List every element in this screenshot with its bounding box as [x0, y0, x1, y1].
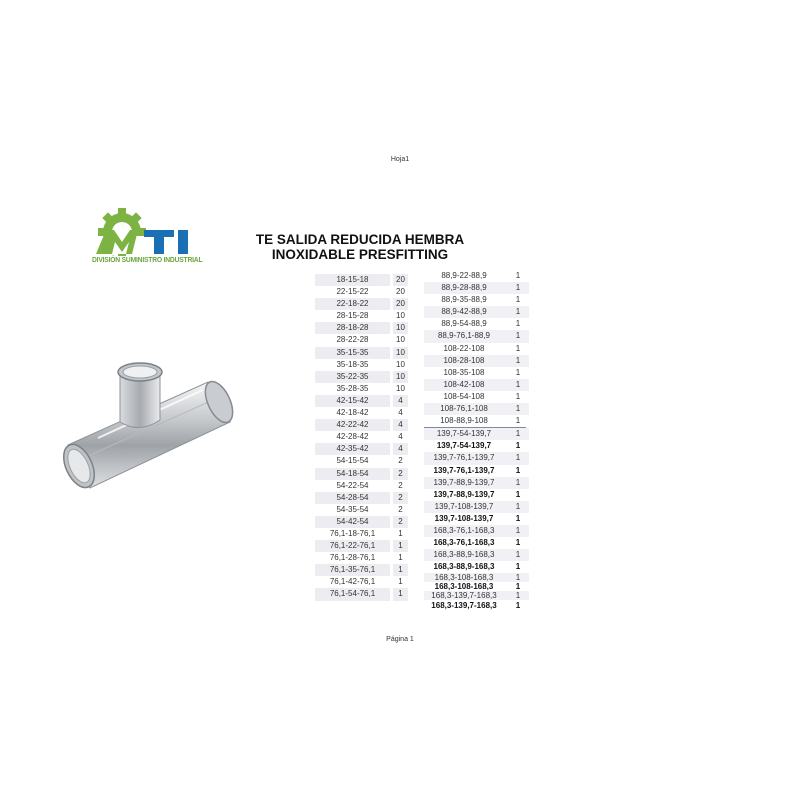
- size-code: 76,1-54-76,1: [315, 588, 390, 600]
- quantity: 1: [510, 525, 526, 537]
- table-row: [424, 513, 529, 525]
- size-code: 54-42-54: [315, 516, 390, 528]
- size-code: 54-18-54: [315, 468, 390, 480]
- tee-fitting-image: [58, 360, 238, 500]
- table-row: [315, 395, 413, 407]
- table-row: [315, 455, 413, 467]
- quantity: 2: [393, 492, 408, 504]
- table-row: [424, 428, 529, 441]
- table-row: [315, 274, 413, 286]
- table-row: [315, 383, 413, 395]
- table-row: [424, 477, 529, 489]
- size-code: 42-15-42: [315, 395, 390, 407]
- table-row: [315, 564, 413, 576]
- size-code: 54-35-54: [336, 504, 369, 514]
- size-code: 108-28-108: [424, 355, 504, 367]
- size-code: 168,3-139,7-168,3: [424, 591, 504, 600]
- quantity: 1: [515, 465, 521, 475]
- size-code: 168,3-108-168,3: [434, 582, 494, 592]
- table-row: [424, 591, 529, 600]
- size-code: 35-18-35: [336, 359, 369, 369]
- quantity: 1: [515, 343, 521, 353]
- size-code: 108-35-108: [443, 367, 485, 377]
- table-row: [424, 330, 529, 342]
- quantity: 20: [393, 274, 408, 286]
- table-row: [424, 367, 529, 379]
- size-code: 28-18-28: [315, 322, 390, 334]
- table-row: [315, 359, 413, 371]
- size-table-right: [424, 270, 529, 612]
- quantity: 1: [515, 513, 521, 523]
- quantity: 10: [393, 347, 408, 359]
- quantity: 2: [398, 504, 403, 514]
- size-code: 168,3-139,7-168,3: [431, 601, 497, 611]
- size-code: 28-15-28: [336, 311, 369, 321]
- quantity: 1: [515, 295, 521, 305]
- page-title-line-2: INOXIDABLE PRESFITTING: [271, 247, 449, 262]
- table-row: [424, 440, 529, 452]
- table-row: [424, 355, 529, 367]
- quantity: 1: [515, 441, 521, 451]
- size-table-left: [315, 274, 413, 601]
- table-row: [315, 443, 413, 455]
- quantity: 10: [393, 322, 408, 334]
- quantity: 1: [515, 489, 521, 499]
- size-code: 168,3-88,9-168,3: [424, 549, 504, 561]
- table-row: [315, 492, 413, 504]
- quantity: 1: [515, 582, 521, 592]
- page-title-line-1: TE SALIDA REDUCIDA HEMBRA: [255, 232, 465, 247]
- size-code: 139,7-76,1-139,7: [424, 452, 504, 464]
- company-logo: [92, 206, 203, 268]
- size-code: 42-35-42: [315, 443, 390, 455]
- quantity: 1: [398, 553, 403, 563]
- quantity: 2: [398, 480, 403, 490]
- quantity: 4: [393, 419, 408, 431]
- size-code: 18-15-18: [315, 274, 390, 286]
- table-row: [315, 310, 413, 322]
- quantity: 1: [393, 564, 408, 576]
- quantity: 2: [393, 516, 408, 528]
- size-code: 54-15-54: [336, 456, 369, 466]
- quantity: 1: [515, 601, 521, 611]
- logo-subtitle: DIVISIÓN SUMINISTRO INDUSTRIAL: [92, 257, 203, 264]
- size-code: 35-15-35: [315, 347, 390, 359]
- table-row: [315, 334, 413, 346]
- quantity: 1: [510, 573, 526, 582]
- table-row: [315, 322, 413, 334]
- gear-logo-graphic: [92, 206, 200, 258]
- table-row: [315, 419, 413, 431]
- table-row: [315, 516, 413, 528]
- size-code: 35-28-35: [336, 383, 369, 393]
- quantity: 1: [510, 379, 526, 391]
- quantity: 4: [398, 432, 403, 442]
- table-row: [424, 306, 529, 318]
- quantity: 1: [510, 330, 526, 342]
- quantity: 10: [396, 359, 405, 369]
- table-row: [424, 501, 529, 513]
- quantity: 1: [510, 452, 526, 464]
- size-code: 76,1-35-76,1: [315, 564, 390, 576]
- quantity: 1: [510, 403, 526, 415]
- size-code: 88,9-54-88,9: [441, 319, 487, 329]
- table-row: [424, 270, 529, 282]
- quantity: 1: [393, 540, 408, 552]
- quantity: 10: [396, 311, 405, 321]
- quantity: 20: [396, 287, 405, 297]
- size-code: 139,7-88,9-139,7: [424, 477, 504, 489]
- size-code: 88,9-42-88,9: [424, 306, 504, 318]
- quantity: 1: [510, 591, 526, 600]
- size-code: 22-18-22: [315, 298, 390, 310]
- quantity: 10: [393, 371, 408, 383]
- quantity: 4: [393, 443, 408, 455]
- quantity: 1: [515, 271, 521, 280]
- size-code: 108-88,9-108: [424, 415, 504, 428]
- table-row: [424, 582, 529, 591]
- table-row: [424, 403, 529, 415]
- table-row: [424, 379, 529, 391]
- table-row: [315, 286, 413, 298]
- quantity: 1: [510, 477, 526, 489]
- table-row: [424, 525, 529, 537]
- quantity: 1: [398, 577, 403, 587]
- size-code: 108-76,1-108: [424, 403, 504, 415]
- size-code: 88,9-28-88,9: [424, 282, 504, 294]
- quantity: 1: [515, 391, 521, 401]
- size-code: 88,9-35-88,9: [441, 295, 487, 305]
- table-row: [315, 540, 413, 552]
- table-row: [424, 489, 529, 501]
- size-code: 168,3-76,1-168,3: [433, 538, 495, 548]
- quantity: 1: [510, 549, 526, 561]
- size-code: 42-18-42: [336, 408, 369, 418]
- table-row: [424, 452, 529, 464]
- quantity: 10: [396, 335, 405, 345]
- size-code: 76,1-18-76,1: [329, 528, 376, 538]
- size-code: 108-54-108: [443, 391, 485, 401]
- size-code: 22-15-22: [336, 287, 369, 297]
- table-row: [315, 347, 413, 359]
- quantity: 1: [398, 528, 403, 538]
- quantity: 1: [515, 319, 521, 329]
- table-row: [315, 371, 413, 383]
- size-code: 88,9-76,1-88,9: [424, 330, 504, 342]
- table-row: [424, 561, 529, 573]
- table-row: [424, 343, 529, 355]
- quantity: 10: [396, 383, 405, 393]
- size-code: 35-22-35: [315, 371, 390, 383]
- size-code: 42-28-42: [336, 432, 369, 442]
- quantity: 1: [510, 282, 526, 294]
- quantity: 2: [398, 456, 403, 466]
- size-code: 139,7-108-139,7: [434, 513, 494, 523]
- table-row: [424, 537, 529, 549]
- quantity: 20: [393, 298, 408, 310]
- quantity: 2: [393, 468, 408, 480]
- table-row: [424, 282, 529, 294]
- size-code: 139,7-54-139,7: [436, 441, 492, 451]
- quantity: 1: [515, 562, 521, 572]
- sheet-name: Hoja1: [390, 156, 410, 163]
- size-code: 108-42-108: [424, 379, 504, 391]
- table-row: [315, 588, 413, 600]
- quantity: 4: [393, 395, 408, 407]
- size-code: 88,9-22-88,9: [441, 271, 487, 280]
- table-row: [315, 407, 413, 419]
- table-row: [315, 480, 413, 492]
- quantity: 1: [510, 501, 526, 513]
- table-row: [315, 468, 413, 480]
- size-code: 76,1-22-76,1: [315, 540, 390, 552]
- quantity: 1: [510, 415, 526, 428]
- table-row: [315, 504, 413, 516]
- size-code: 54-22-54: [336, 480, 369, 490]
- table-row: [315, 552, 413, 564]
- quantity: 1: [515, 367, 521, 377]
- size-code: 76,1-42-76,1: [329, 577, 376, 587]
- table-row: [424, 294, 529, 306]
- size-code: 168,3-108-168,3: [424, 573, 504, 582]
- table-row: [424, 600, 529, 612]
- size-code: 54-28-54: [315, 492, 390, 504]
- quantity: 1: [515, 538, 521, 548]
- table-row: [424, 549, 529, 561]
- size-code: 139,7-108-139,7: [424, 501, 504, 513]
- size-code: 139,7-88,9-139,7: [433, 489, 495, 499]
- size-code: 139,7-54-139,7: [424, 428, 504, 441]
- table-row: [315, 576, 413, 588]
- table-row: [315, 528, 413, 540]
- size-code: 168,3-76,1-168,3: [424, 525, 504, 537]
- size-code: 139,7-76,1-139,7: [433, 465, 495, 475]
- size-code: 42-22-42: [315, 419, 390, 431]
- table-row: [424, 318, 529, 330]
- table-row: [424, 465, 529, 477]
- table-row: [315, 431, 413, 443]
- table-row: [424, 415, 529, 428]
- quantity: 1: [393, 588, 408, 600]
- quantity: 1: [510, 428, 526, 441]
- size-code: 28-22-28: [336, 335, 369, 345]
- table-row: [424, 573, 529, 582]
- size-code: 168,3-88,9-168,3: [433, 562, 495, 572]
- quantity: 1: [510, 355, 526, 367]
- table-row: [424, 391, 529, 403]
- size-code: 108-22-108: [443, 343, 485, 353]
- quantity: 1: [510, 306, 526, 318]
- table-row: [315, 298, 413, 310]
- quantity: 4: [398, 408, 403, 418]
- page-number: Página 1: [386, 636, 414, 643]
- size-code: 76,1-28-76,1: [329, 553, 376, 563]
